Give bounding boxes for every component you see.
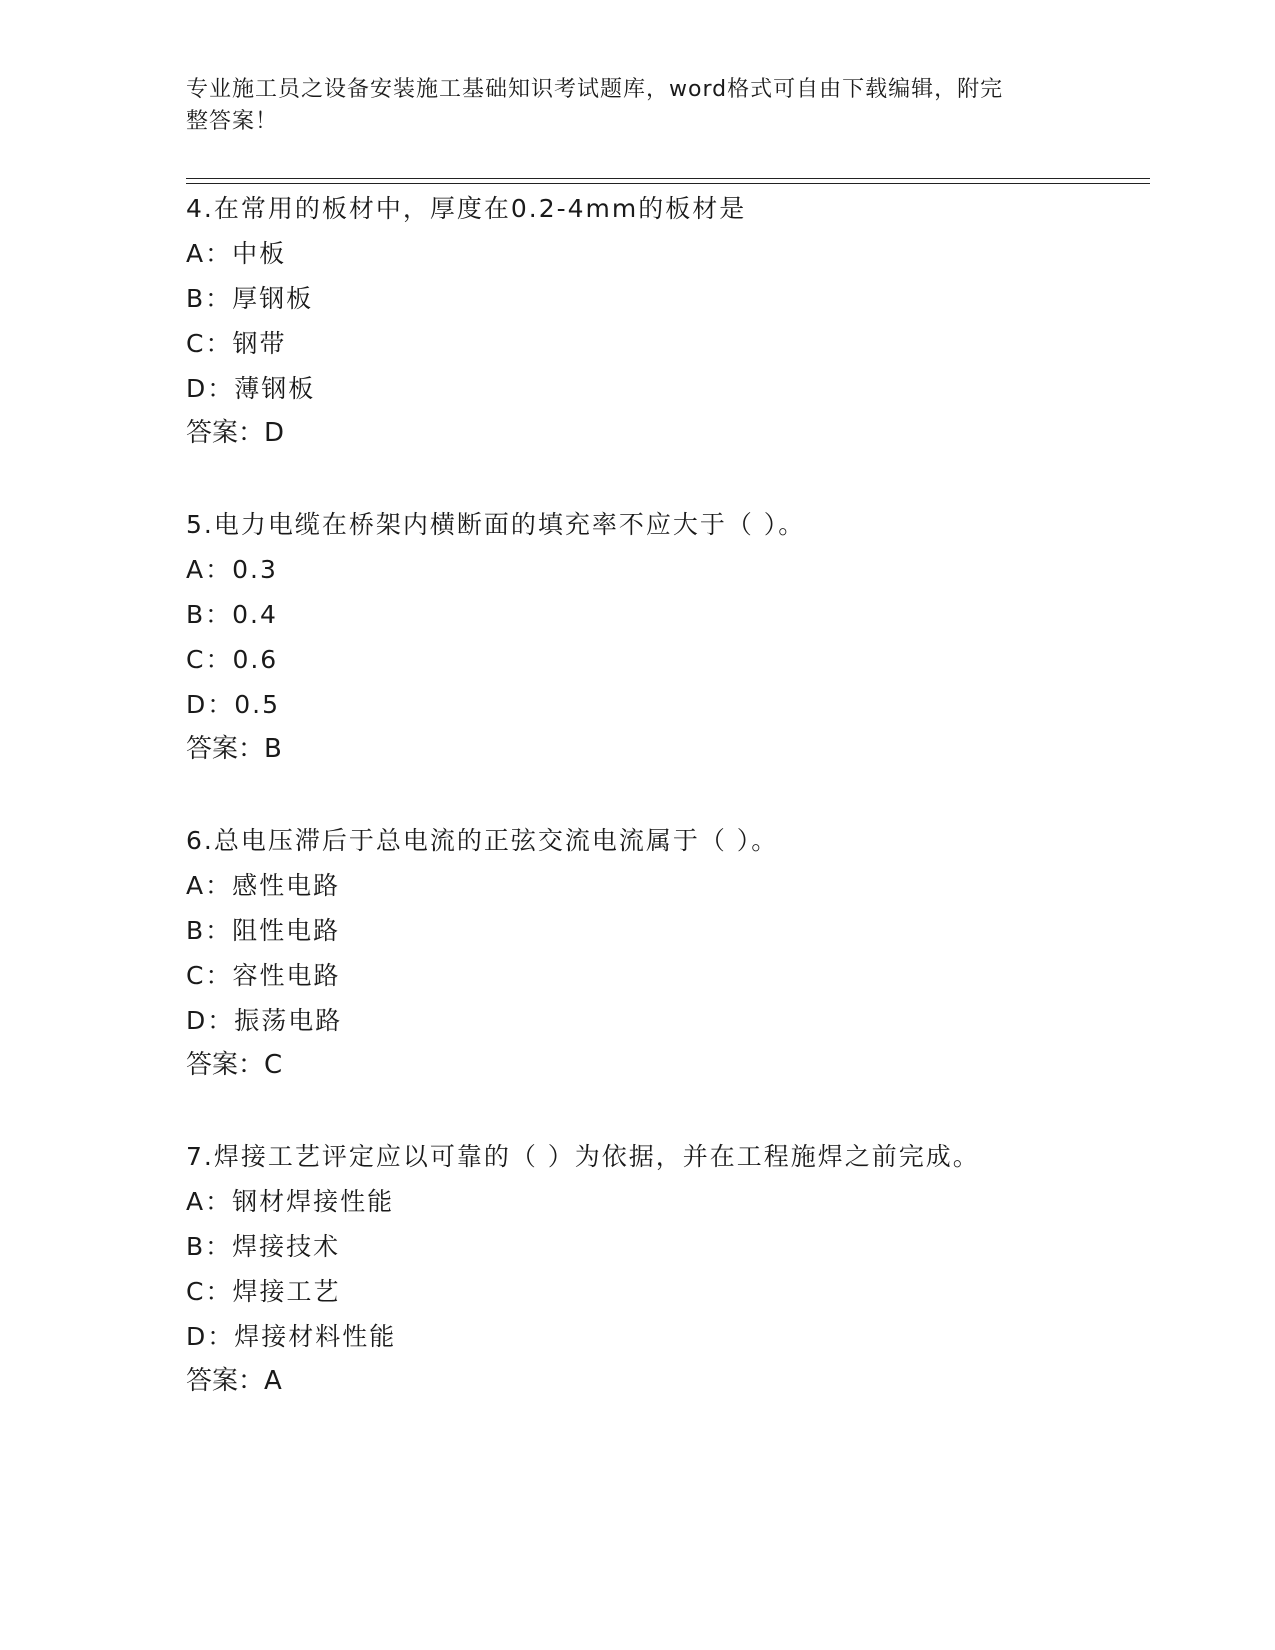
header-line-1: 专业施工员之设备安装施工基础知识考试题库，word格式可自由下载编辑，附完	[186, 77, 1004, 102]
question-6	[186, 818, 1186, 1088]
option-c: C：容性电路	[186, 961, 341, 990]
header-line-2: 整答案！	[186, 109, 279, 134]
answer-label: 答案：D	[186, 418, 285, 448]
option-d: D：振荡电路	[186, 1006, 343, 1035]
option-d: D：薄钢板	[186, 374, 316, 403]
question-title: 7.焊接工艺评定应以可靠的（ ）为依据，并在工程施焊之前完成。	[186, 1142, 980, 1171]
option-c: C：0.6	[186, 645, 279, 674]
option-b: B：厚钢板	[186, 284, 314, 313]
question-title: 6.总电压滞后于总电流的正弦交流电流属于（ ）。	[186, 826, 779, 855]
answer-label: 答案：C	[186, 1050, 283, 1080]
header-divider-top	[186, 178, 1150, 179]
answer-label: 答案：B	[186, 734, 282, 764]
option-c: C：钢带	[186, 329, 287, 358]
option-d: D：焊接材料性能	[186, 1322, 397, 1351]
question-7	[186, 1134, 1186, 1404]
question-5	[186, 502, 1186, 772]
option-a: A：中板	[186, 239, 287, 268]
option-d: D：0.5	[186, 690, 281, 719]
answer-label: 答案：A	[186, 1366, 282, 1396]
option-a: A：钢材焊接性能	[186, 1187, 395, 1216]
document-header	[186, 74, 1066, 138]
option-b: B：0.4	[186, 600, 278, 629]
option-b: B：焊接技术	[186, 1232, 341, 1261]
question-title: 5.电力电缆在桥架内横断面的填充率不应大于（ ）。	[186, 510, 806, 539]
option-b: B：阻性电路	[186, 916, 341, 945]
option-c: C：焊接工艺	[186, 1277, 341, 1306]
option-a: A：0.3	[186, 555, 278, 584]
header-divider-bottom	[186, 183, 1150, 184]
option-a: A：感性电路	[186, 871, 341, 900]
question-4	[186, 186, 1186, 456]
question-title: 4.在常用的板材中，厚度在0.2-4mm的板材是	[186, 194, 747, 223]
